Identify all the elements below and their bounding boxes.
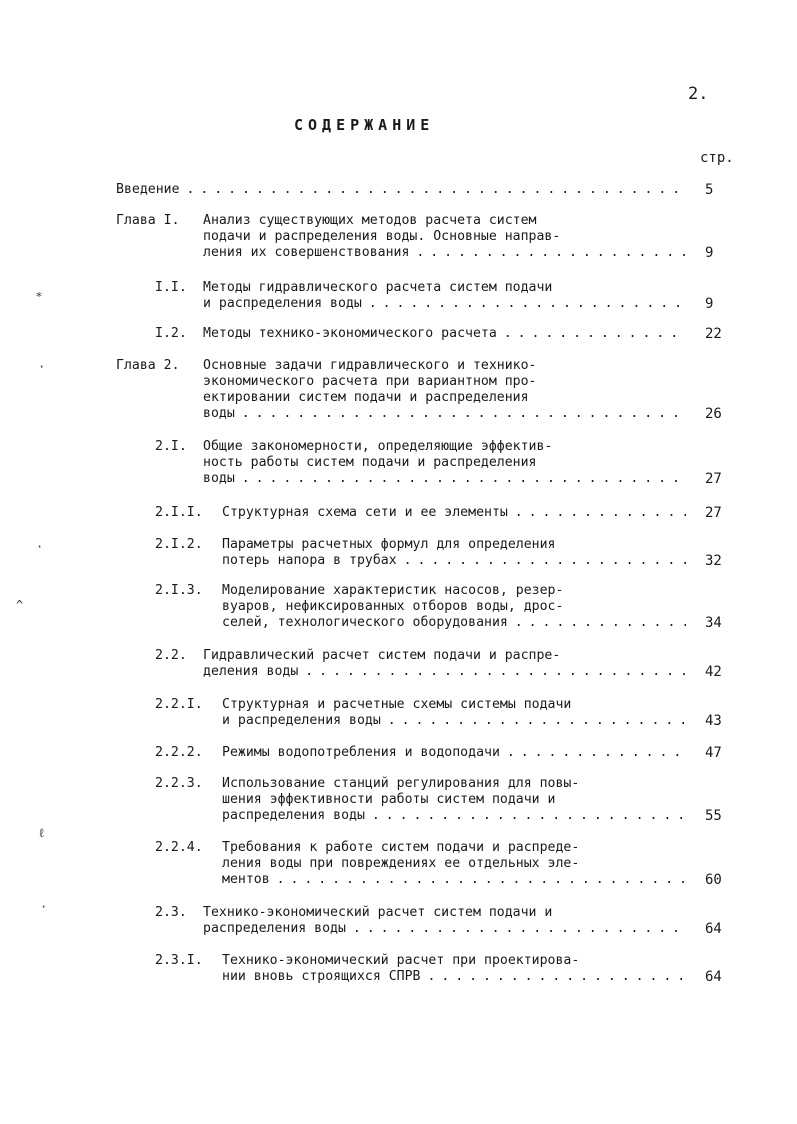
toc-entry-title-line: деления воды . . . bbox=[203, 664, 686, 680]
toc-entry-page: 9 bbox=[705, 245, 714, 261]
toc-entry-title-line: селей, технологического оборудования . . . bbox=[222, 615, 686, 631]
margin-mark: · bbox=[38, 360, 46, 374]
toc-entry-title-line: нии вновь строящихся СПРВ . . . bbox=[222, 969, 686, 985]
toc-entry-title-line: Требования к работе систем подачи и распреде- bbox=[222, 840, 580, 855]
margin-mark: ℓ bbox=[38, 826, 46, 840]
toc-entry-title-line: воды . . . bbox=[203, 471, 686, 487]
toc-entry-title-line: ектировании систем подачи и распределения bbox=[203, 390, 529, 405]
toc-entry-title-line: Моделирование характеристик насосов, резер- bbox=[222, 583, 564, 598]
toc-entry-title-line: Анализ существующих методов расчета систем bbox=[203, 213, 537, 228]
toc-entry-page: 34 bbox=[705, 615, 722, 631]
toc-entry-title-line: шения эффективности работы систем подачи и bbox=[222, 792, 556, 807]
toc-entry-page: 22 bbox=[705, 326, 722, 342]
toc-entry-number: 2.3. bbox=[155, 905, 187, 920]
toc-entry-number: I.2. bbox=[155, 326, 187, 341]
toc-entry-number: Глава 2. bbox=[116, 358, 180, 373]
toc-entry-title-line: Использование станций регулирования для повы- bbox=[222, 776, 580, 791]
toc-entry-page: 27 bbox=[705, 471, 722, 487]
margin-mark: · bbox=[36, 540, 44, 554]
toc-entry-title-line: Общие закономерности, определяющие эффектив- bbox=[203, 439, 553, 454]
toc-entry-page: 9 bbox=[705, 296, 714, 312]
toc-entry-page: 43 bbox=[705, 713, 722, 729]
toc-entry-title-line: Структурная схема сети и ее элементы . . . bbox=[222, 505, 686, 521]
toc-entry-number: 2.I.I. bbox=[155, 505, 203, 520]
toc-entry-title-line: Основные задачи гидравлического и технико- bbox=[203, 358, 537, 373]
toc-entry-title-line: вуаров, нефиксированных отборов воды, дрос- bbox=[222, 599, 564, 614]
toc-entry-number: 2.2.3. bbox=[155, 776, 203, 791]
toc-entry-title-line: Параметры расчетных формул для определения bbox=[222, 537, 556, 552]
toc-entry-page: 42 bbox=[705, 664, 722, 680]
page-number: 2. bbox=[688, 84, 709, 104]
toc-entry-number: 2.2.2. bbox=[155, 745, 203, 760]
toc-entry-number: 2.2.4. bbox=[155, 840, 203, 855]
margin-mark: ^ bbox=[16, 598, 24, 612]
pages-column-label: стр. bbox=[700, 150, 734, 166]
toc-entry-title-line: экономического расчета при вариантном про- bbox=[203, 374, 537, 389]
toc-entry-title-line: и распределения воды . . . bbox=[222, 713, 686, 729]
toc-entry-title-line: распределения воды . . . bbox=[203, 921, 686, 937]
toc-entry-number: I.I. bbox=[155, 280, 187, 295]
toc-entry-number: 2.I.3. bbox=[155, 583, 203, 598]
page-title: СОДЕРЖАНИЕ bbox=[294, 116, 435, 134]
toc-entry-title-line: ментов . . . bbox=[222, 872, 686, 888]
toc-entry-page: 27 bbox=[705, 505, 722, 521]
toc-entry-title-line: Гидравлический расчет систем подачи и распре- bbox=[203, 648, 561, 663]
toc-entry-page: 26 bbox=[705, 406, 722, 422]
toc-entry-title-line: Структурная и расчетные схемы системы подачи bbox=[222, 697, 572, 712]
toc-entry-title-line: Методы гидравлического расчета систем подачи bbox=[203, 280, 553, 295]
toc-entry-page: 64 bbox=[705, 969, 722, 985]
toc-entry-title-line: Методы технико-экономического расчета . . . bbox=[203, 326, 686, 342]
toc-entry-number: 2.I. bbox=[155, 439, 187, 454]
toc-entry-title-line: Технико-экономический расчет систем подачи и bbox=[203, 905, 553, 920]
toc-entry-title-line: потерь напора в трубах . . . bbox=[222, 553, 686, 569]
toc-entry-number: 2.I.2. bbox=[155, 537, 203, 552]
toc-entry-title-line: Технико-экономический расчет при проектирова- bbox=[222, 953, 580, 968]
toc-entry-page: 32 bbox=[705, 553, 722, 569]
toc-entry-number: 2.2.I. bbox=[155, 697, 203, 712]
toc-entry-title-line: подачи и распределения воды. Основные направ- bbox=[203, 229, 561, 244]
toc-entry-title-line: ность работы систем подачи и распределения bbox=[203, 455, 537, 470]
toc-entry-page: 64 bbox=[705, 921, 722, 937]
toc-entry-title-line: ления их совершенствования . . . bbox=[203, 245, 686, 261]
toc-entry-page: 55 bbox=[705, 808, 722, 824]
toc-entry-number: 2.2. bbox=[155, 648, 187, 663]
margin-mark: ⁎ bbox=[36, 286, 42, 300]
toc-entry-number: Глава I. bbox=[116, 213, 180, 228]
toc-entry-page: 47 bbox=[705, 745, 722, 761]
toc-entry-page: 60 bbox=[705, 872, 722, 888]
toc-entry-title-line: воды . . . bbox=[203, 406, 686, 422]
toc-entry-title-line: ления воды при повреждениях ее отдельных эле- bbox=[222, 856, 580, 871]
margin-mark: · bbox=[40, 900, 48, 914]
toc-entry-page: 5 bbox=[705, 182, 714, 198]
toc-entry-title-line: Режимы водопотребления и водоподачи . . . bbox=[222, 745, 686, 761]
toc-entry-title-line: распределения воды . . . bbox=[222, 808, 686, 824]
toc-entry-title-line: и распределения воды . . . bbox=[203, 296, 686, 312]
toc-entry-number: 2.3.I. bbox=[155, 953, 203, 968]
toc-entry-title-line: Введение . . . bbox=[116, 182, 686, 198]
